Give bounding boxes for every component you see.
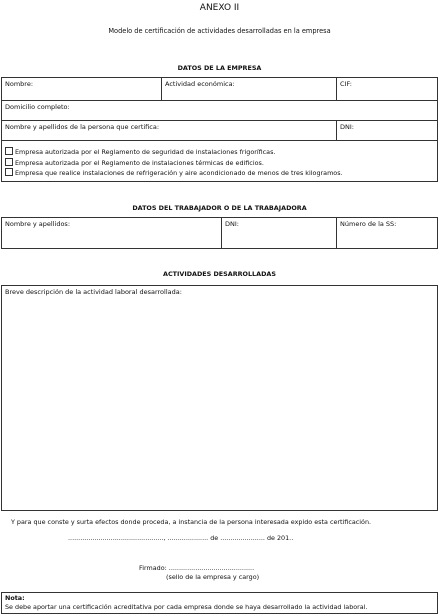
annex-title: ANEXO II [199,3,240,13]
worker-dni-label: DNI: [225,220,239,228]
note-box [1,592,438,614]
cif-label: CIF: [340,80,352,88]
check-thermal-installations[interactable]: Empresa autorizada por el Reglamento de instalaciones térmicas de edificios. [2,158,437,169]
company-stamp-label: (sello de la empresa y cargo) [166,573,260,581]
checkbox-icon[interactable] [5,158,13,166]
company-row-2 [2,100,437,120]
address-label: Domicilio completo: [5,103,70,111]
economic-activity-label: Actividad económica: [165,80,235,88]
company-row-4 [2,140,437,181]
worker-name-label: Nombre y apellidos: [5,220,71,228]
activities-section-heading: ACTIVIDADES DESARROLLADAS [163,270,276,278]
activities-description-field[interactable] [1,285,438,511]
company-section-heading: DATOS DE LA EMPRESA [177,64,262,72]
worker-ss-label: Número de la SS: [340,220,397,228]
note-label: Nota: [5,594,25,602]
document-title: Modelo de certificación de actividades desarrolladas en la empresa [108,27,331,35]
place-date-line: ..............................................., .................... de ...................... de 201.. [68,534,294,542]
signature-line: Firmado: .......................................... [139,564,255,572]
worker-dni-field[interactable] [221,218,336,248]
company-table [1,77,438,182]
checkbox-icon[interactable] [5,168,13,176]
certification-statement: Y para que conste y surta efectos donde proceda, a instancia de la persona interesada expido esta certificación. [11,518,372,526]
company-row-1 [2,78,437,100]
worker-table [1,217,438,249]
note-text: Se debe aportar una certificación acreditativa por cada empresa donde se haya desarrollado la actividad laboral. [5,603,368,611]
certifier-name-field[interactable] [2,121,336,140]
worker-name-field[interactable] [2,218,221,248]
activities-description-label: Breve descripción de la actividad laboral desarrollada: [5,288,182,296]
certifier-dni-label: DNI: [340,123,354,131]
cif-field[interactable] [336,78,437,100]
company-name-label: Nombre: [5,80,34,88]
economic-activity-field[interactable] [161,78,336,100]
check-small-refrigeration[interactable]: Empresa que realice instalaciones de refrigeración y aire acondicionado de menos de tres kilogramos. [2,168,437,179]
check-refrigeration-safety[interactable]: Empresa autorizada por el Reglamento de seguridad de instalaciones frigoríficas. [2,147,437,158]
worker-section-heading: DATOS DEL TRABAJADOR O DE LA TRABAJADORA [132,204,307,212]
address-field[interactable] [2,101,437,120]
certifier-name-label: Nombre y apellidos de la persona que certifica: [5,123,160,131]
company-row-3 [2,120,437,140]
checkbox-icon[interactable] [5,147,13,155]
worker-ss-field[interactable] [336,218,437,248]
company-name-field[interactable] [2,78,161,100]
certifier-dni-field[interactable] [336,121,437,140]
